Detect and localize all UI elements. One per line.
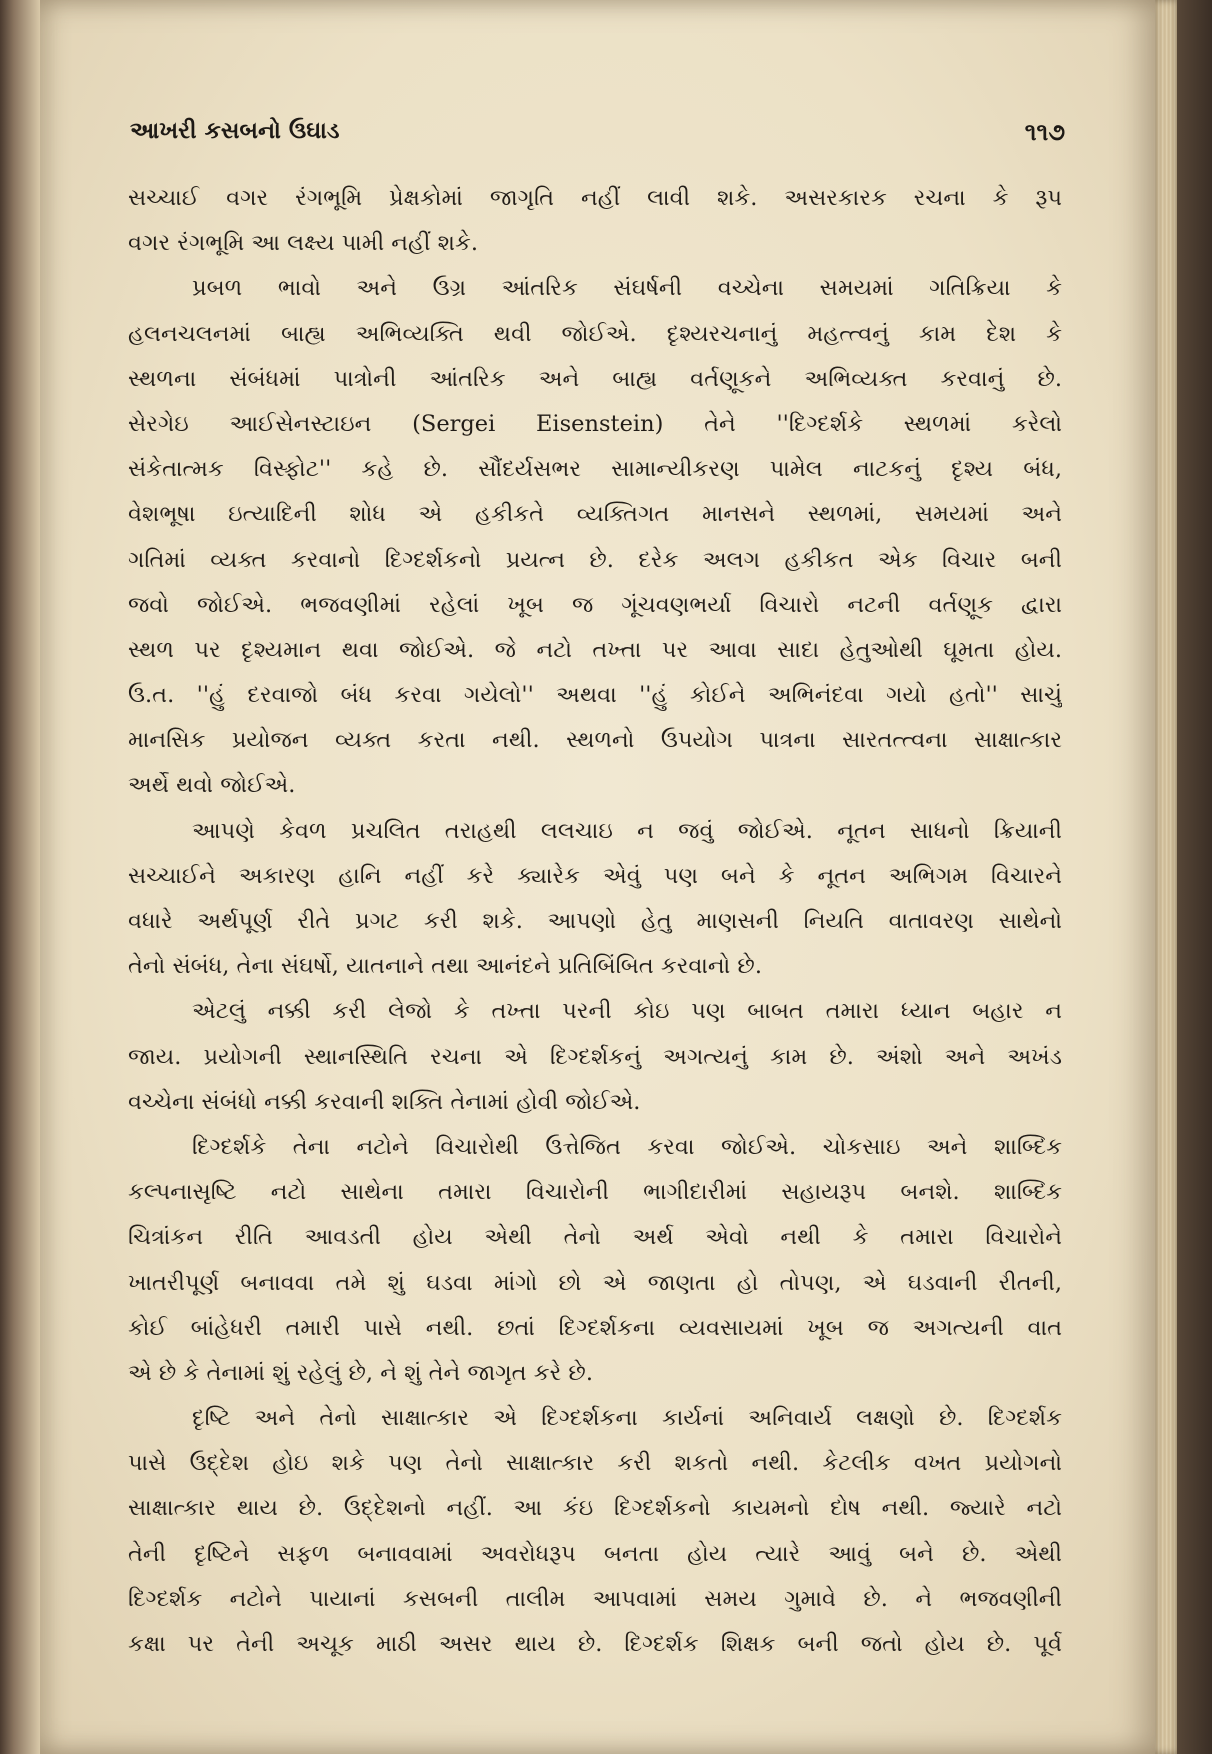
page-header <box>130 118 1065 158</box>
text-line: કલ્પનાસૃષ્ટિ નટો સાથેના તમારા વિચારોની ભાગીદારીમાં સહાયરૂપ બનશે. શાબ્દિક <box>128 1179 1062 1206</box>
text-line: પાસે ઉદ્દેશ હોઇ શકે પણ તેનો સાક્ષાત્કાર કરી શકતો નથી. કેટલીક વખત પ્રયોગનો <box>128 1450 1062 1477</box>
text-line: સાક્ષાત્કાર થાય છે. ઉદ્દેશનો નહીં. આ કંઇ દિગ્દર્શકનો કાયમનો દોષ નથી. જ્યારે નટો <box>128 1495 1062 1522</box>
text-line: એટલું નક્કી કરી લેજો કે તખ્તા પરની કોઇ પણ બાબત તમારા ધ્યાન બહાર ન <box>192 998 1062 1025</box>
running-title: આખરી કસબનો ઉઘાડ <box>130 118 340 144</box>
text-line: કોઈ બાંહેધરી તમારી પાસે નથી. છતાં દિગ્દર્શકના વ્યવસાયમાં ખૂબ જ અગત્યની વાત <box>128 1314 1062 1341</box>
text-line: વધારે અર્થપૂર્ણ રીતે પ્રગટ કરી શકે. આપણો હેતુ માણસની નિયતિ વાતાવરણ સાથેનો <box>128 908 1062 934</box>
text-line: માનસિક પ્રયોજન વ્યક્ત કરતા નથી. સ્થળનો ઉપયોગ પાત્રના સારતત્ત્વના સાક્ષાત્કાર <box>128 727 1062 754</box>
text-line: આપણે કેવળ પ્રચલિત તરાહથી લલચાઇ ન જવું જોઈએ. નૂતન સાધનો ક્રિયાની <box>192 817 1062 844</box>
text-line: અર્થે થવો જોઈએ. <box>128 772 296 799</box>
text-line: કક્ષા પર તેની અચૂક માઠી અસર થાય છે. દિગ્દર્શક શિક્ષક બની જતો હોય છે. પૂર્વ <box>128 1631 1062 1657</box>
text-line: વગર રંગભૂમિ આ લક્ષ્ય પામી નહીં શકે. <box>128 230 479 257</box>
text-line: જાય. પ્રયોગની સ્થાનસ્થિતિ રચના એ દિગ્દર્શકનું અગત્યનું કામ છે. અંશો અને અખંડ <box>128 1043 1062 1070</box>
text-line: સંકેતાત્મક વિસ્ફોટ'' કહે છે. સૌંદર્યસભર સામાન્યીકરણ પામેલ નાટકનું દૃશ્ય બંધ, <box>128 456 1062 483</box>
text-line: વચ્ચેના સંબંધો નક્કી કરવાની શક્તિ તેનામાં હોવી જોઈએ. <box>128 1088 641 1115</box>
text-line: સ્થળના સંબંધમાં પાત્રોની આંતરિક અને બાહ્ય વર્તણૂકને અભિવ્યક્ત કરવાનું છે. <box>128 365 1062 392</box>
text-line: એ છે કે તેનામાં શું રહેલું છે, ને શું તેને જાગૃત કરે છે. <box>128 1359 593 1386</box>
text-line: દિગ્દર્શક નટોને પાયાનાં કસબની તાલીમ આપવામાં સમય ગુમાવે છે. ને ભજવણીની <box>128 1585 1062 1612</box>
text-line: તેની દૃષ્ટિને સફળ બનાવવામાં અવરોધરૂપ બનતા હોય ત્યારે આવું બને છે. એથી <box>128 1540 1062 1567</box>
text-line: સ્થળ પર દૃશ્યમાન થવા જોઈએ. જે નટો તખ્તા પર આવા સાદા હેતુઓથી ઘૂમતા હોય. <box>128 636 1062 663</box>
text-line: સેરગેઇ આઈસેનસ્ટાઇન (Sergei Eisenstein) તેને ''દિગ્દર્શકે સ્થળમાં કરેલો <box>128 410 1062 437</box>
text-line: જવો જોઈએ. ભજવણીમાં રહેલાં ખૂબ જ ગૂંચવણભર્યા વિચારો નટની વર્તણૂક દ્વારા <box>128 591 1062 618</box>
text-line: સચ્ચાઈ વગર રંગભૂમિ પ્રેક્ષકોમાં જાગૃતિ નહીં લાવી શકે. અસરકારક રચના કે રૂપ <box>128 185 1062 211</box>
text-line: વેશભૂષા ઇત્યાદિની શોધ એ હકીકતે વ્યક્તિગત માનસને સ્થળમાં, સમયમાં અને <box>128 501 1062 528</box>
text-line: દૃષ્ટિ અને તેનો સાક્ષાત્કાર એ દિગ્દર્શકના કાર્યનાં અનિવાર્ય લક્ષણો છે. દિગ્દર્શક <box>192 1405 1062 1432</box>
text-line: ગતિમાં વ્યક્ત કરવાનો દિગ્દર્શકનો પ્રયત્ન છે. દરેક અલગ હકીકત એક વિચાર બની <box>128 546 1062 573</box>
text-line: ચિત્રાંકન રીતિ આવડતી હોય એથી તેનો અર્થ એવો નથી કે તમારા વિચારોને <box>128 1224 1062 1251</box>
text-line: દિગ્દર્શકે તેના નટોને વિચારોથી ઉત્તેજિત કરવા જોઈએ. ચોકસાઇ અને શાબ્દિક <box>192 1133 1062 1160</box>
body-text <box>128 176 1062 1667</box>
page-number: ૧૧૭ <box>1024 118 1065 146</box>
text-line: સચ્ચાઈને અકારણ હાનિ નહીં કરે ક્યારેક એવું પણ બને કે નૂતન અભિગમ વિચારને <box>128 862 1062 889</box>
text-line: પ્રબળ ભાવો અને ઉગ્ર આંતરિક સંઘર્ષની વચ્ચેના સમયમાં ગતિક્રિયા કે <box>192 275 1062 302</box>
text-line: હલનચલનમાં બાહ્ય અભિવ્યક્તિ થવી જોઈએ. દૃશ્યરચનાનું મહત્ત્વનું કામ દેશ કે <box>128 320 1062 347</box>
text-line: તેનો સંબંધ, તેના સંઘર્ષો, યાતનાને તથા આનંદને પ્રતિબિંબિત કરવાનો છે. <box>128 953 762 980</box>
page-edge <box>1155 0 1177 1754</box>
text-line: ઉ.ત. ''હું દરવાજો બંધ કરવા ગયેલો'' અથવા ''હું કોઈને અભિનંદવા ગયો હતો'' સાચું <box>128 682 1062 709</box>
text-line: ખાતરીપૂર્ણ બનાવવા તમે શું ઘડવા માંગો છો એ જાણતા હો તોપણ, એ ઘડવાની રીતની, <box>128 1269 1062 1296</box>
